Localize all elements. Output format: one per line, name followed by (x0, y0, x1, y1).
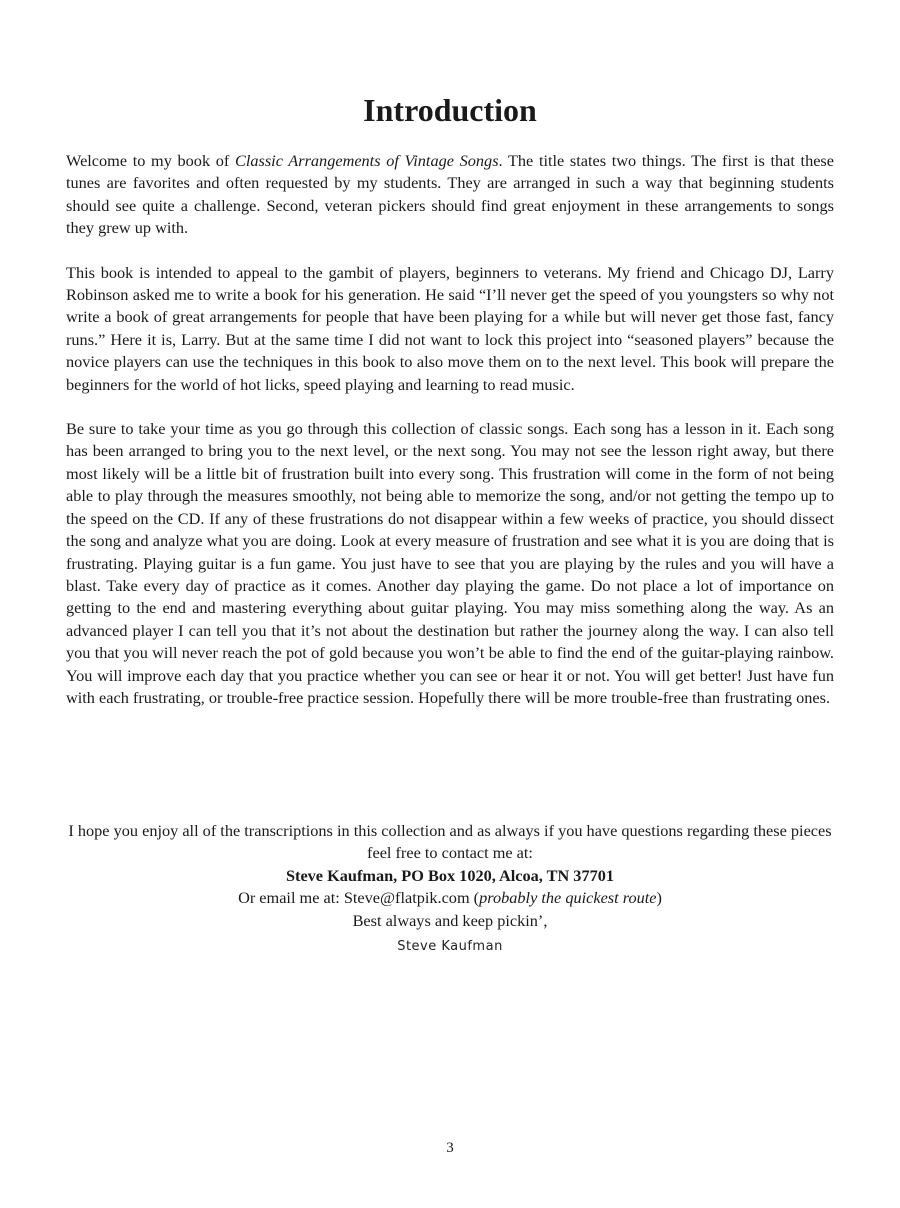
closing-block (66, 820, 834, 958)
email-pre: Or email me at: Steve@flatpik.com ( (238, 888, 480, 908)
postal-address: Steve Kaufman, PO Box 1020, Alcoa, TN 37701 (285, 865, 615, 885)
page-title: Introduction (363, 92, 537, 128)
closing-lead: I hope you enjoy all of the transcriptions in this collection and as always if you have questions regarding these pieces feel free to contact me at: (68, 821, 832, 863)
intro-paragraph-2: This book is intended to appeal to the gambit of players, beginners to veterans. My friend and Chicago DJ, Larry Robinson asked me to write a book for his generation. He said “I’ll never get the speed of you youngsters so why not write a book of great arrangements for people that have been playing for a while but will never get those fast, fancy runs.” Here it is, Larry. But at the same time I did not want to lock this project into “seasoned players” because the novice players can use the techniques in this book to also move them on to the next level. This book will prepare the beginners for the world of hot licks, speed playing and learning to read music. (66, 262, 834, 394)
para1-post: . The title states two things. The first is that these tunes are favorites and often requested by my students. They are arranged in such a way that beginning students should see quite a challenge. Second, veteran pickers should find great enjoyment in these arrangements to songs they grew up with. (66, 151, 834, 238)
intro-paragraph-3: Be sure to take your time as you go through this collection of classic songs. Each song has a lesson in it. Each song has been arranged to bring you to the next level, or the next song. You may not see the lesson right away, but there most likely will be a little bit of frustration built into every song. This frustration will come in the form of not being able to play through the measures smoothly, not being able to memorize the song, and/or not getting the tempo up to the speed on the CD. If any of these frustrations do not disappear within a few weeks of practice, you should dissect the song and analyze what you are doing. Look at every measure of frustration and see what it is you are doing that is frustrating. Playing guitar is a fun game. You just have to see that you are playing by the rules and you will have a blast. Take every day of practice as it comes. Another day playing the game. Do not place a lot of importance on getting to the end and mastering everything about guitar playing. You may miss something along the way. As an advanced player I can tell you that it’s not about the destination but rather the journey along the way. I can also tell you that you will never reach the pot of gold because you won’t be able to find the end of the guitar-playing rainbow. You will improve each day that you practice whether you can see or hear it or not. You will get better! Just have fun with each frustrating, or trouble-free practice session. Hopefully there will be more trouble-free than frustrating ones. (66, 419, 834, 707)
handwritten-signature: Steve Kaufman (397, 939, 503, 955)
book-title: Classic Arrangements of Vintage Songs (234, 151, 499, 170)
page-number: 3 (446, 1140, 454, 1156)
intro-body (66, 150, 834, 731)
email-note: probably the quickest route (479, 888, 657, 908)
intro-paragraph-1 (66, 150, 834, 240)
para1-pre: Welcome to my book of (66, 151, 235, 170)
email-post: ) (656, 888, 662, 908)
signoff: Best always and keep pickin’, (352, 910, 548, 930)
email-line (66, 887, 834, 909)
